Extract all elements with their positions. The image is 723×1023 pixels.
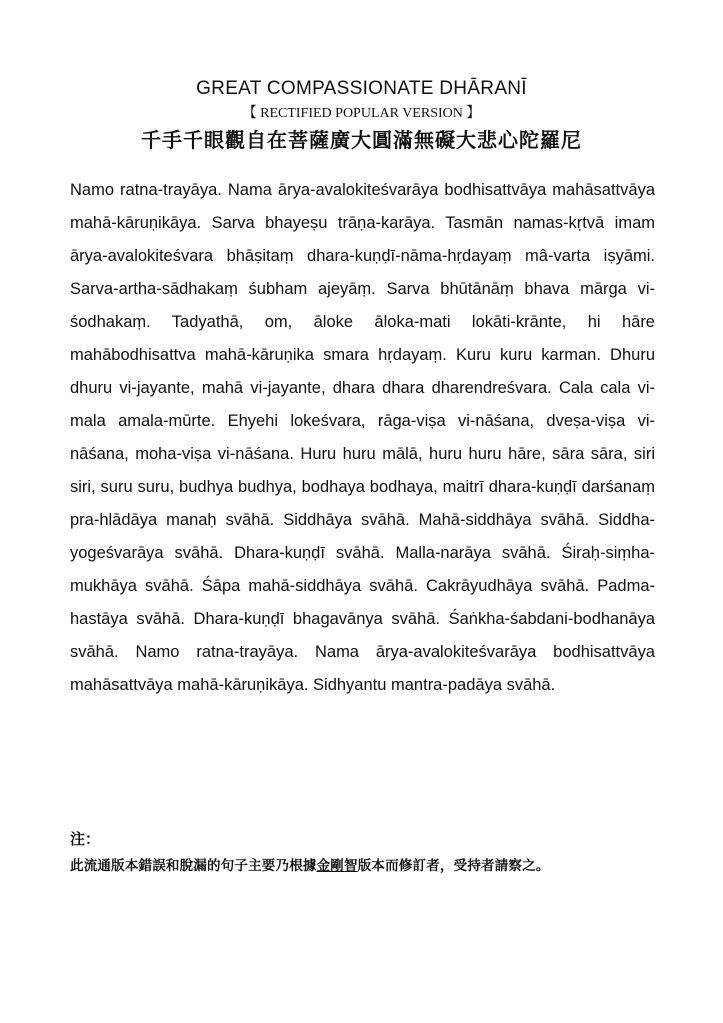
dharani-text: Namo ratna-trayāya. Nama ārya-avalokiteśvarāya bodhisattvāya mahāsattvāya mahā-kāruṇikāya. Sarva bhayeṣu trāṇa-karāya. Tasmān namas-kṛtvā imam ārya-avalokiteśvara bhāṣitaṃ dhara-kuṇḍī-nāma-hṛdayaṃ mâ-varta iṣyāmi. Sarva-artha-sādhakaṃ śubham ajeyāṃ. Sarva bhūtānāṃ bhava mārga vi-śodhakaṃ. Tadyathā, om, āloke āloka-mati lokāti-krānte, hi hāre mahābodhisattva mahā-kāruṇika smara hṛdayaṃ. Kuru kuru karman. Dhuru dhuru vi-jayante, mahā vi-jayante, dhara dhara dharendreśvara. Cala cala vi-mala amala-mūrte. Ehyehi lokeśvara, rāga-viṣa vi-nāśana, dveṣa-viṣa vi-nāśana, moha-viṣa vi-nāśana. Huru huru mālā, huru huru hāre, sāra sāra, siri siri, suru suru, budhya budhya, bodhaya bodhaya, maitrī dhara-kuṇḍī darśanaṃ pra-hlādāya manaḥ svāhā. Siddhāya svāhā. Mahā-siddhāya svāhā. Siddha-yogeśvarāya svāhā. Dhara-kuṇḍī svāhā. Malla-narāya svāhā. Śiraḥ-siṃha-mukhāya svāhā. Śāpa mahā-siddhāya svāhā. Cakrāyudhāya svāhā. Padma-hastāya svāhā. Dhara-kuṇḍī bhagavānya svāhā. Śaṅkha-śabdani-bodhanāya svāhā. Namo ratna-trayāya. Nama ārya-avalokiteśvarāya bodhisattvāya mahāsattvāya mahā-kāruṇikāya. Sidhyantu mantra-padāya svāhā. [70,181,655,694]
note-text-before: 此流通版本錯誤和脫漏的句子主要乃根據 [70,858,317,874]
note-text [70,854,670,874]
note-label: 注： [70,830,101,848]
chinese-title: 千手千眼觀自在菩薩廣大圓滿無礙大悲心陀羅尼 [141,128,582,152]
page-subtitle: 【 RECTIFIED POPULAR VERSION 】 [242,106,481,121]
note-underlined-source: 金剛智 [316,858,358,874]
note-text-after: 版本而修訂者，受持者請察之。 [357,858,550,874]
page-title: GREAT COMPASSIONATE DHĀRANĪ [196,78,527,99]
